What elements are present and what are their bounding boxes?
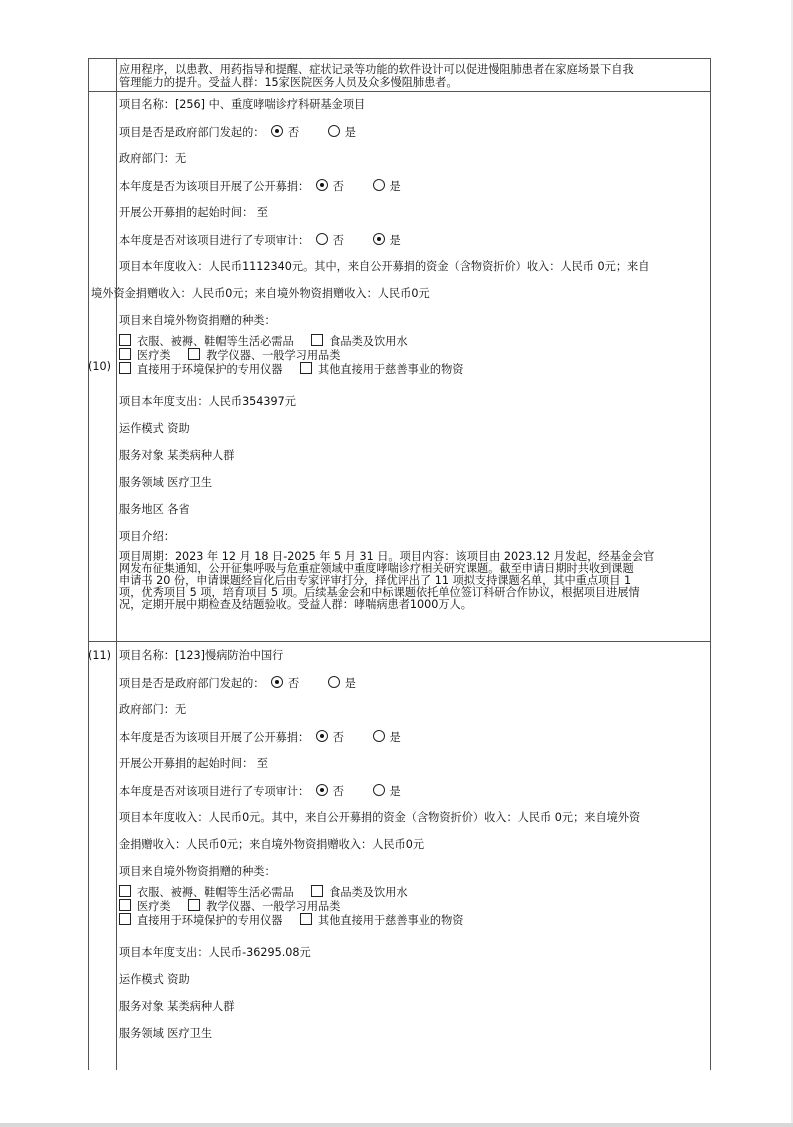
- checkbox-label: 衣服、被褥、鞋帽等生活必需品: [137, 886, 294, 899]
- checkbox-daily-necessities[interactable]: [119, 334, 131, 346]
- checkbox-medical[interactable]: [119, 899, 131, 911]
- checkbox-row-2: [119, 899, 340, 913]
- income-line-1: 项目本年度收入：人民币0元。其中，来自公开募捐的资金（含物资折价）收入：人民币 0元；来自境外资: [119, 811, 641, 824]
- checkbox-label: 直接用于环境保护的专用仪器: [137, 914, 283, 927]
- radio-yes-label: 是: [344, 677, 356, 690]
- checkbox-daily-necessities[interactable]: [119, 885, 131, 897]
- checkbox-label: 教学仪器、一般学习用品类: [206, 349, 341, 362]
- radio-no-label: 否: [332, 180, 344, 193]
- row-divider-11: [88, 641, 711, 642]
- checkbox-label: 食品类及饮用水: [329, 886, 408, 899]
- checkbox-label: 衣服、被褥、鞋帽等生活必需品: [137, 335, 294, 348]
- checkbox-row-3: [119, 362, 463, 376]
- radio-no-selected[interactable]: [316, 179, 328, 191]
- checkbox-row-3: [119, 913, 463, 927]
- gov-question: 项目是否是政府部门发起的：: [119, 677, 265, 690]
- project-name: 项目名称：[256] 中、重度哮喘诊疗科研基金项目: [119, 98, 366, 111]
- checkbox-label: 直接用于环境保护的专用仪器: [137, 363, 283, 376]
- checkbox-row-1: [119, 334, 408, 348]
- radio-no-selected[interactable]: [271, 676, 283, 688]
- service-target: 服务对象 某类病种人群: [119, 1000, 235, 1013]
- checkbox-label: 其他直接用于慈善事业的物资: [318, 914, 464, 927]
- intro-line-4: 项，优秀项目 5 项，培育项目 5 项。后续基金会和中标课题依托单位签订科研合作协议，根据项目进展情: [119, 586, 640, 599]
- checkbox-teaching[interactable]: [188, 899, 200, 911]
- income-line-2: 境外资金捐赠收入：人民币0元；来自境外物资捐赠收入：人民币0元: [91, 287, 430, 300]
- table-border-top: [88, 58, 711, 59]
- checkbox-label: 医疗类: [137, 900, 171, 913]
- income-line-2: 金捐赠收入：人民币0元；来自境外物资捐赠收入：人民币0元: [119, 838, 425, 851]
- operation-mode: 运作模式 资助: [119, 422, 190, 435]
- row-divider-10: [88, 91, 711, 92]
- radio-no-label: 否: [332, 731, 344, 744]
- page-edge: [0, 1123, 793, 1127]
- checkbox-label: 其他直接用于慈善事业的物资: [318, 363, 464, 376]
- previous-item-line-2: 管理能力的提升。受益人群：15家医院医务人员及众多慢阻肺患者。: [119, 76, 458, 89]
- radio-yes-label: 是: [389, 731, 401, 744]
- checkbox-label: 教学仪器、一般学习用品类: [206, 900, 341, 913]
- intro-label: 项目介绍：: [119, 530, 175, 543]
- expense: 项目本年度支出：人民币-36295.08元: [119, 946, 311, 959]
- checkbox-medical[interactable]: [119, 348, 131, 360]
- fundraising-start-time: 开展公开募捐的起始时间： 至: [119, 757, 268, 770]
- table-border-inner: [116, 58, 117, 1070]
- radio-no-label: 否: [332, 785, 344, 798]
- foreign-donation-types: 项目来自境外物资捐赠的种类：: [119, 865, 276, 878]
- checkbox-other-charity[interactable]: [300, 913, 312, 925]
- checkbox-food[interactable]: [311, 334, 323, 346]
- radio-yes-label: 是: [344, 126, 356, 139]
- item-number-11: (11): [88, 649, 111, 662]
- item-number-10: (10): [88, 360, 111, 373]
- audit-question: 本年度是否对该项目进行了专项审计：: [119, 785, 310, 798]
- gov-dept: 政府部门：无: [119, 703, 187, 716]
- radio-yes[interactable]: [373, 730, 385, 742]
- radio-yes[interactable]: [373, 179, 385, 191]
- intro-line-1: 项目周期：2023 年 12 月 18 日-2025 年 5 月 31 日。项目内容：该项目由 2023.12 月发起，经基金会官: [119, 550, 655, 563]
- radio-no[interactable]: [316, 233, 328, 245]
- fundraising-start-time: 开展公开募捐的起始时间： 至: [119, 206, 268, 219]
- checkbox-label: 医疗类: [137, 349, 171, 362]
- radio-no-selected[interactable]: [271, 125, 283, 137]
- gov-dept: 政府部门：无: [119, 152, 187, 165]
- service-field: 服务领域 医疗卫生: [119, 476, 213, 489]
- radio-no-label: 否: [288, 126, 300, 139]
- gov-initiated-row: [119, 125, 356, 139]
- radio-yes[interactable]: [373, 784, 385, 796]
- expense: 项目本年度支出：人民币354397元: [119, 395, 296, 408]
- checkbox-food[interactable]: [311, 885, 323, 897]
- checkbox-row-2: [119, 348, 340, 362]
- public-fundraising-row: [119, 730, 401, 744]
- radio-no-label: 否: [332, 234, 344, 247]
- radio-yes[interactable]: [328, 125, 340, 137]
- radio-yes-label: 是: [389, 234, 401, 247]
- previous-item-line-1: 应用程序，以患教、用药指导和提醒、症状记录等功能的软件设计可以促进慢阻肺患者在家庭场景下自我: [119, 63, 634, 76]
- service-field: 服务领域 医疗卫生: [119, 1027, 213, 1040]
- table-border-left: [88, 58, 89, 1070]
- audit-row: [119, 233, 401, 247]
- public-question: 本年度是否为该项目开展了公开募捐：: [119, 180, 310, 193]
- radio-yes-label: 是: [389, 180, 401, 193]
- service-region: 服务地区 各省: [119, 503, 190, 516]
- gov-question: 项目是否是政府部门发起的：: [119, 126, 265, 139]
- table-border-right: [710, 58, 711, 1070]
- foreign-donation-types: 项目来自境外物资捐赠的种类：: [119, 314, 276, 327]
- checkbox-environment[interactable]: [119, 913, 131, 925]
- checkbox-label: 食品类及饮用水: [329, 335, 408, 348]
- audit-question: 本年度是否对该项目进行了专项审计：: [119, 234, 310, 247]
- checkbox-environment[interactable]: [119, 362, 131, 374]
- intro-line-5: 况，定期开展中期检查及结题验收。受益人群：哮喘病患者1000万人。: [119, 598, 472, 611]
- public-question: 本年度是否为该项目开展了公开募捐：: [119, 731, 310, 744]
- income-line-1: 项目本年度收入：人民币1112340元。其中，来自公开募捐的资金（含物资折价）收入：人民币 0元；来自: [119, 260, 650, 273]
- checkbox-other-charity[interactable]: [300, 362, 312, 374]
- operation-mode: 运作模式 资助: [119, 973, 190, 986]
- radio-yes-selected[interactable]: [373, 233, 385, 245]
- checkbox-row-1: [119, 885, 408, 899]
- intro-line-3: 申请书 20 份，申请课题经盲化后由专家评审打分，择优评出了 11 项拟支持课题名单，其中重点项目 1: [119, 574, 632, 587]
- radio-no-label: 否: [288, 677, 300, 690]
- radio-yes-label: 是: [389, 785, 401, 798]
- gov-initiated-row: [119, 676, 356, 690]
- audit-row: [119, 784, 401, 798]
- project-name: 项目名称：[123]慢病防治中国行: [119, 649, 284, 662]
- radio-no-selected[interactable]: [316, 730, 328, 742]
- radio-no-selected[interactable]: [316, 784, 328, 796]
- intro-line-2: 网发布征集通知，公开征集呼吸与危重症领域中重度哮喘诊疗相关研究课题。截至申请日期时共收到课题: [119, 562, 634, 575]
- radio-yes[interactable]: [328, 676, 340, 688]
- public-fundraising-row: [119, 179, 401, 193]
- project-table: [88, 58, 711, 1070]
- checkbox-teaching[interactable]: [188, 348, 200, 360]
- service-target: 服务对象 某类病种人群: [119, 449, 235, 462]
